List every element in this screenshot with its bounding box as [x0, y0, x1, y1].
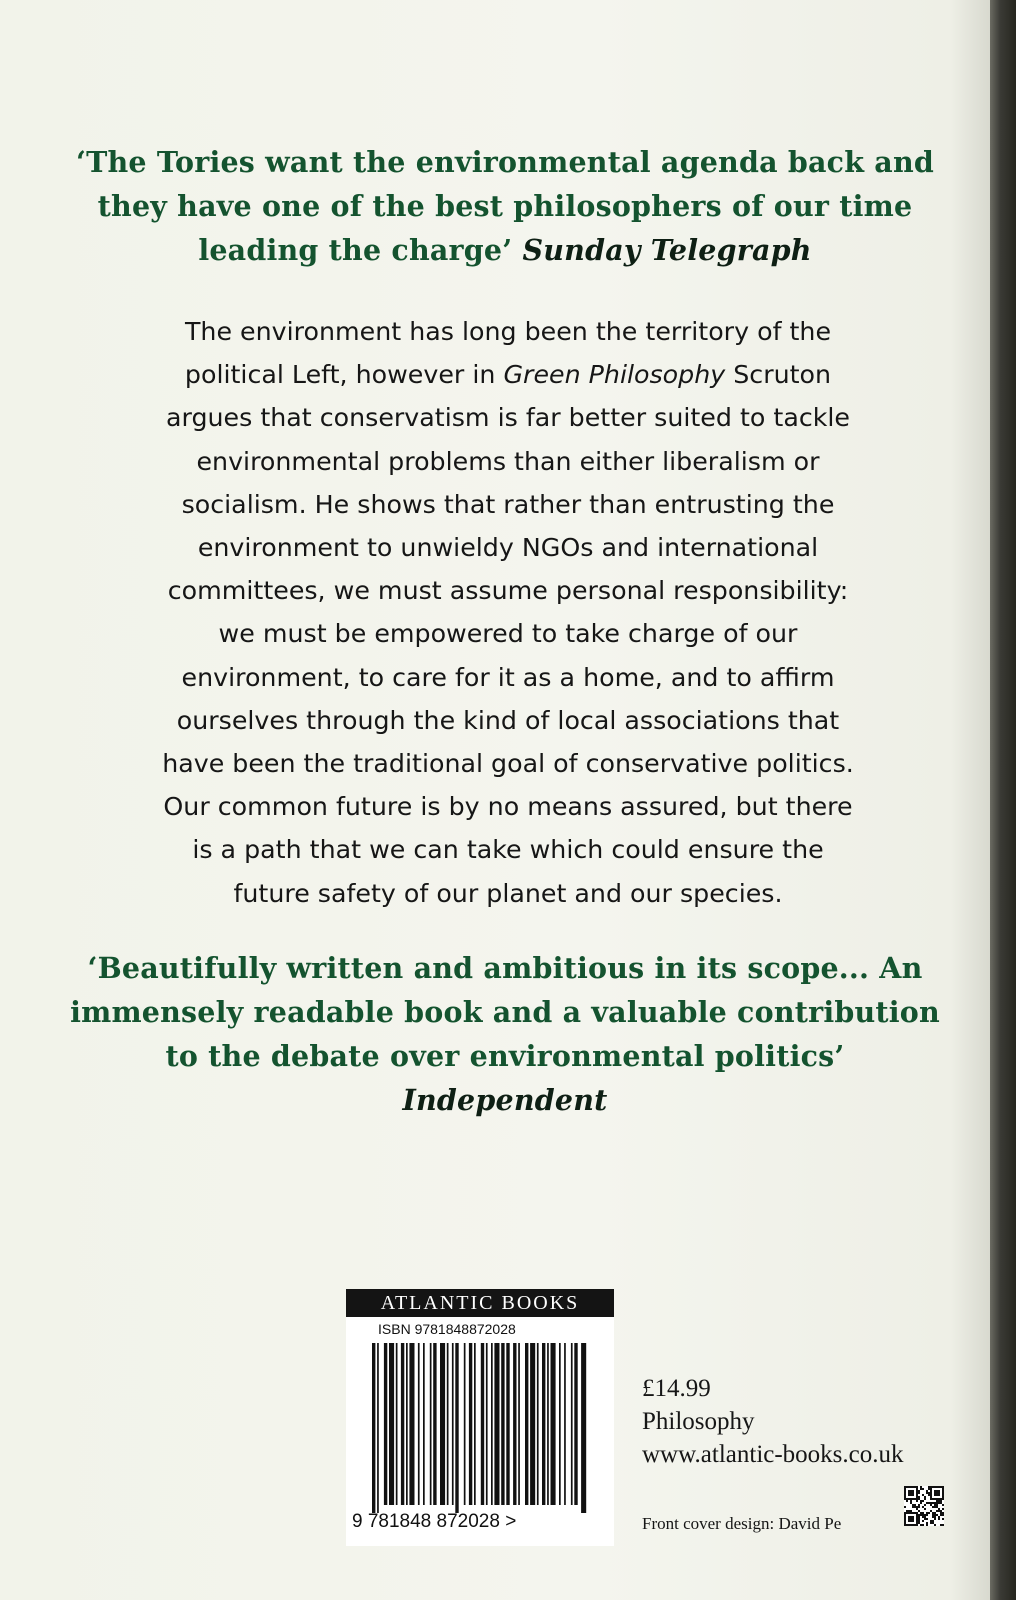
qr-module: [918, 1490, 920, 1492]
qr-module: [912, 1512, 914, 1514]
qr-module: [936, 1510, 938, 1512]
qr-module: [928, 1488, 930, 1490]
qr-module: [920, 1486, 922, 1488]
qr-module: [940, 1524, 942, 1526]
qr-module: [926, 1492, 928, 1494]
qr-module: [910, 1502, 912, 1504]
qr-module: [910, 1494, 912, 1496]
barcode-bar: [551, 1343, 556, 1505]
qr-module: [928, 1492, 930, 1494]
qr-module: [922, 1500, 924, 1502]
qr-module: [912, 1490, 914, 1492]
qr-module: [916, 1486, 918, 1488]
qr-module: [914, 1506, 916, 1508]
qr-module: [932, 1502, 934, 1504]
blurb-line: socialism. He shows that rather than entrusting the: [181, 489, 835, 519]
qr-module: [940, 1510, 942, 1512]
qr-module: [912, 1506, 914, 1508]
qr-module: [920, 1524, 922, 1526]
qr-module: [918, 1492, 920, 1494]
qr-module: [908, 1490, 910, 1492]
blurb-line: The environment has long been the territory of the: [184, 317, 832, 346]
qr-module: [914, 1504, 916, 1506]
barcode-bar: [401, 1343, 404, 1505]
qr-module: [932, 1512, 934, 1514]
qr-module: [904, 1524, 906, 1526]
qr-module: [908, 1486, 910, 1488]
qr-module: [912, 1486, 914, 1488]
qr-module: [912, 1498, 914, 1500]
qr-module: [928, 1502, 930, 1504]
barcode-bar: [384, 1343, 387, 1505]
blurb-line: committees, we must assume personal responsibility:: [167, 576, 849, 606]
qr-module: [922, 1524, 924, 1526]
qr-module: [934, 1506, 936, 1508]
qr-module: [918, 1516, 920, 1518]
qr-module: [936, 1494, 938, 1496]
qr-module: [924, 1498, 926, 1500]
qr-module: [908, 1512, 910, 1514]
qr-module: [934, 1502, 936, 1504]
qr-module: [942, 1488, 944, 1490]
barcode-bar: [525, 1343, 528, 1505]
qr-module: [910, 1486, 912, 1488]
qr-module: [934, 1518, 936, 1520]
barcode-bar: [455, 1343, 458, 1513]
qr-module: [938, 1510, 940, 1512]
qr-module: [938, 1494, 940, 1496]
qr-module: [904, 1520, 906, 1522]
qr-module: [904, 1522, 906, 1524]
qr-module: [942, 1490, 944, 1492]
qr-code-icon: [904, 1486, 944, 1526]
barcode-bar: [559, 1343, 561, 1505]
barcode-bar: [430, 1343, 432, 1505]
qr-module: [928, 1486, 930, 1488]
qr-module: [908, 1518, 910, 1520]
qr-module: [904, 1492, 906, 1494]
barcode-bar: [547, 1343, 549, 1505]
qr-module: [910, 1500, 912, 1502]
blurb-line: we must be empowered to take charge of our: [218, 619, 798, 649]
qr-module: [934, 1494, 936, 1496]
barcode-bar: [372, 1343, 375, 1513]
qr-module: [942, 1514, 944, 1516]
qr-module: [920, 1500, 922, 1502]
qr-module: [916, 1494, 918, 1496]
qr-module: [940, 1502, 942, 1504]
barcode-bar: [581, 1343, 586, 1513]
qr-module: [924, 1496, 926, 1498]
qr-module: [910, 1520, 912, 1522]
barcode-digits: 9 781848 872028 >: [352, 1511, 517, 1532]
qr-module: [916, 1518, 918, 1520]
qr-module: [930, 1510, 932, 1512]
book-info: [642, 1372, 904, 1471]
qr-module: [930, 1492, 932, 1494]
qr-module: [940, 1486, 942, 1488]
qr-module: [942, 1486, 944, 1488]
qr-module: [940, 1514, 942, 1516]
barcode-bar: [491, 1343, 493, 1505]
qr-module: [906, 1510, 908, 1512]
barcode-icon: [372, 1343, 592, 1513]
barcode-bar: [513, 1343, 516, 1505]
barcode-bar: [506, 1343, 509, 1505]
book-title: Green Philosophy: [503, 360, 726, 390]
qr-module: [922, 1514, 924, 1516]
qr-module: [936, 1498, 938, 1500]
qr-module: [936, 1486, 938, 1488]
cover-design-credit: Front cover design: David Pe: [642, 1514, 842, 1533]
blurb-line: argues that conservatism is far better suited to tackle: [166, 403, 850, 433]
blurb-text: [72, 310, 944, 915]
qr-module: [938, 1502, 940, 1504]
qr-module: [942, 1492, 944, 1494]
qr-module: [932, 1486, 934, 1488]
qr-module: [938, 1498, 940, 1500]
qr-module: [936, 1514, 938, 1516]
review-quote-top: [60, 140, 950, 272]
qr-module: [938, 1516, 940, 1518]
qr-module: [942, 1494, 944, 1496]
website-link[interactable]: www.atlantic-books.co.uk: [642, 1441, 904, 1468]
qr-module: [936, 1500, 938, 1502]
blurb-line: is a path that we can take which could ensure the: [192, 835, 824, 865]
qr-module: [912, 1494, 914, 1496]
qr-module: [916, 1508, 918, 1510]
qr-module: [914, 1512, 916, 1514]
qr-module: [926, 1490, 928, 1492]
qr-module: [904, 1514, 906, 1516]
qr-module: [922, 1494, 924, 1496]
qr-module: [934, 1498, 936, 1500]
quote-text: ‘The Tories want the environmental agenda back and they have one of the best philosophers of our time leading the charge’: [75, 145, 934, 267]
qr-module: [916, 1496, 918, 1498]
qr-module: [906, 1524, 908, 1526]
qr-module: [936, 1504, 938, 1506]
qr-module: [942, 1508, 944, 1510]
qr-module: [930, 1496, 932, 1498]
qr-module: [934, 1490, 936, 1492]
qr-module: [908, 1524, 910, 1526]
qr-module: [914, 1498, 916, 1500]
qr-module: [908, 1498, 910, 1500]
qr-module: [938, 1490, 940, 1492]
qr-module: [938, 1518, 940, 1520]
qr-module: [936, 1492, 938, 1494]
qr-module: [910, 1492, 912, 1494]
qr-module: [942, 1512, 944, 1514]
qr-module: [936, 1506, 938, 1508]
book-edge: [990, 0, 1016, 1600]
blurb-line: environmental problems than either liberalism or: [196, 446, 820, 476]
barcode-bar: [469, 1343, 472, 1505]
qr-module: [910, 1518, 912, 1520]
quote-text: ‘Beautifully written and ambitious in its scope... An immensely readable book and a valuable contribution to the debate over environmental politics’: [70, 951, 940, 1073]
barcode-bar: [464, 1343, 466, 1505]
qr-module: [934, 1512, 936, 1514]
qr-module: [920, 1512, 922, 1514]
qr-module: [934, 1492, 936, 1494]
barcode-bar: [409, 1343, 414, 1505]
qr-module: [906, 1486, 908, 1488]
qr-module: [916, 1498, 918, 1500]
blurb-line: ourselves through the kind of local associations that: [176, 705, 840, 735]
blurb-line: have been the traditional goal of conservative politics.: [162, 749, 854, 779]
qr-module: [916, 1488, 918, 1490]
blurb-line: Our common future is by no means assured, but there: [163, 792, 853, 822]
barcode-bar: [423, 1343, 425, 1505]
qr-module: [930, 1494, 932, 1496]
qr-module: [932, 1520, 934, 1522]
qr-module: [910, 1512, 912, 1514]
barcode-bar: [537, 1343, 539, 1505]
isbn-label: ISBN 9781848872028: [378, 1321, 516, 1337]
qr-module: [924, 1516, 926, 1518]
qr-module: [922, 1516, 924, 1518]
barcode-block: [346, 1289, 614, 1546]
barcode-bar: [518, 1343, 520, 1505]
quote-source: Sunday Telegraph: [522, 233, 812, 267]
qr-module: [910, 1490, 912, 1492]
qr-module: [918, 1496, 920, 1498]
qr-module: [928, 1494, 930, 1496]
qr-module: [934, 1514, 936, 1516]
qr-module: [942, 1524, 944, 1526]
qr-module: [932, 1514, 934, 1516]
qr-module: [916, 1506, 918, 1508]
barcode-bar: [418, 1343, 420, 1505]
qr-module: [906, 1500, 908, 1502]
qr-module: [914, 1486, 916, 1488]
qr-module: [912, 1516, 914, 1518]
qr-module: [934, 1504, 936, 1506]
qr-module: [910, 1524, 912, 1526]
qr-module: [904, 1518, 906, 1520]
quote-source: Independent: [402, 1083, 608, 1117]
qr-module: [916, 1516, 918, 1518]
qr-module: [942, 1518, 944, 1520]
qr-module: [930, 1490, 932, 1492]
barcode-bar: [494, 1343, 499, 1505]
qr-module: [922, 1512, 924, 1514]
qr-module: [904, 1488, 906, 1490]
barcode-bar: [377, 1343, 379, 1513]
qr-module: [916, 1512, 918, 1514]
barcode-bar: [440, 1343, 445, 1505]
qr-module: [922, 1488, 924, 1490]
qr-module: [910, 1516, 912, 1518]
qr-module: [906, 1498, 908, 1500]
qr-module: [916, 1490, 918, 1492]
qr-module: [912, 1504, 914, 1506]
qr-module: [908, 1516, 910, 1518]
barcode-bar: [486, 1343, 488, 1505]
blurb-line: environment to unwieldy NGOs and international: [197, 533, 819, 563]
qr-module: [932, 1516, 934, 1518]
blurb-line: political Left, however in Green Philosophy Scruton: [184, 360, 832, 390]
qr-module: [918, 1514, 920, 1516]
qr-module: [938, 1500, 940, 1502]
barcode-bar: [406, 1343, 408, 1505]
qr-module: [920, 1502, 922, 1504]
qr-module: [922, 1520, 924, 1522]
barcode-bar: [474, 1343, 476, 1505]
qr-module: [930, 1520, 932, 1522]
qr-module: [928, 1512, 930, 1514]
qr-module: [926, 1514, 928, 1516]
qr-module: [910, 1510, 912, 1512]
qr-module: [904, 1498, 906, 1500]
barcode-bar: [530, 1343, 535, 1505]
qr-module: [916, 1514, 918, 1516]
qr-module: [910, 1498, 912, 1500]
qr-module: [930, 1486, 932, 1488]
qr-module: [918, 1504, 920, 1506]
qr-module: [908, 1510, 910, 1512]
qr-module: [904, 1516, 906, 1518]
qr-module: [930, 1502, 932, 1504]
qr-module: [918, 1522, 920, 1524]
qr-module: [934, 1486, 936, 1488]
qr-module: [904, 1506, 906, 1508]
qr-module: [926, 1502, 928, 1504]
qr-module: [916, 1500, 918, 1502]
qr-module: [906, 1512, 908, 1514]
qr-module: [916, 1522, 918, 1524]
qr-module: [904, 1512, 906, 1514]
qr-module: [942, 1504, 944, 1506]
qr-module: [932, 1498, 934, 1500]
qr-module: [920, 1488, 922, 1490]
qr-module: [918, 1498, 920, 1500]
barcode-bar: [447, 1343, 449, 1505]
qr-module: [936, 1490, 938, 1492]
qr-module: [940, 1500, 942, 1502]
qr-module: [912, 1520, 914, 1522]
barcode-bar: [433, 1343, 436, 1505]
qr-module: [930, 1504, 932, 1506]
review-quote-bottom: [60, 946, 950, 1122]
qr-module: [920, 1514, 922, 1516]
barcode-bar: [501, 1343, 504, 1505]
qr-module: [922, 1506, 924, 1508]
qr-module: [926, 1522, 928, 1524]
qr-module: [904, 1486, 906, 1488]
qr-module: [912, 1492, 914, 1494]
qr-module: [930, 1522, 932, 1524]
qr-module: [916, 1520, 918, 1522]
qr-module: [908, 1494, 910, 1496]
price: £14.99: [642, 1375, 711, 1402]
qr-module: [918, 1506, 920, 1508]
qr-module: [938, 1492, 940, 1494]
qr-module: [916, 1524, 918, 1526]
qr-module: [912, 1518, 914, 1520]
qr-module: [918, 1518, 920, 1520]
qr-module: [924, 1504, 926, 1506]
qr-module: [908, 1520, 910, 1522]
qr-module: [934, 1516, 936, 1518]
barcode-bar: [452, 1343, 454, 1505]
qr-module: [934, 1524, 936, 1526]
qr-module: [924, 1518, 926, 1520]
qr-module: [918, 1520, 920, 1522]
qr-module: [942, 1496, 944, 1498]
qr-module: [912, 1524, 914, 1526]
qr-module: [904, 1496, 906, 1498]
qr-module: [940, 1512, 942, 1514]
qr-module: [938, 1486, 940, 1488]
qr-module: [904, 1494, 906, 1496]
qr-module: [930, 1498, 932, 1500]
category: Philosophy: [642, 1408, 755, 1435]
qr-module: [916, 1492, 918, 1494]
qr-module: [936, 1502, 938, 1504]
qr-module: [914, 1524, 916, 1526]
qr-module: [924, 1514, 926, 1516]
blurb-line: environment, to care for it as a home, and to affirm: [181, 662, 835, 692]
qr-module: [918, 1510, 920, 1512]
barcode-bar: [542, 1343, 545, 1505]
qr-module: [924, 1508, 926, 1510]
qr-module: [904, 1490, 906, 1492]
qr-module: [932, 1522, 934, 1524]
blurb-line: future safety of our planet and our species.: [233, 878, 783, 908]
qr-module: [926, 1512, 928, 1514]
publisher-label: ATLANTIC BOOKS: [346, 1289, 614, 1317]
qr-module: [908, 1492, 910, 1494]
qr-module: [942, 1498, 944, 1500]
qr-module: [926, 1518, 928, 1520]
qr-module: [926, 1524, 928, 1526]
barcode-bar: [396, 1343, 398, 1505]
barcode-bar: [564, 1343, 566, 1505]
qr-module: [932, 1506, 934, 1508]
barcode-bar: [389, 1343, 394, 1505]
barcode-bar: [571, 1343, 573, 1505]
barcode-bar: [574, 1343, 577, 1505]
qr-module: [938, 1508, 940, 1510]
qr-module: [930, 1488, 932, 1490]
qr-module: [940, 1498, 942, 1500]
barcode-bar: [481, 1343, 484, 1505]
